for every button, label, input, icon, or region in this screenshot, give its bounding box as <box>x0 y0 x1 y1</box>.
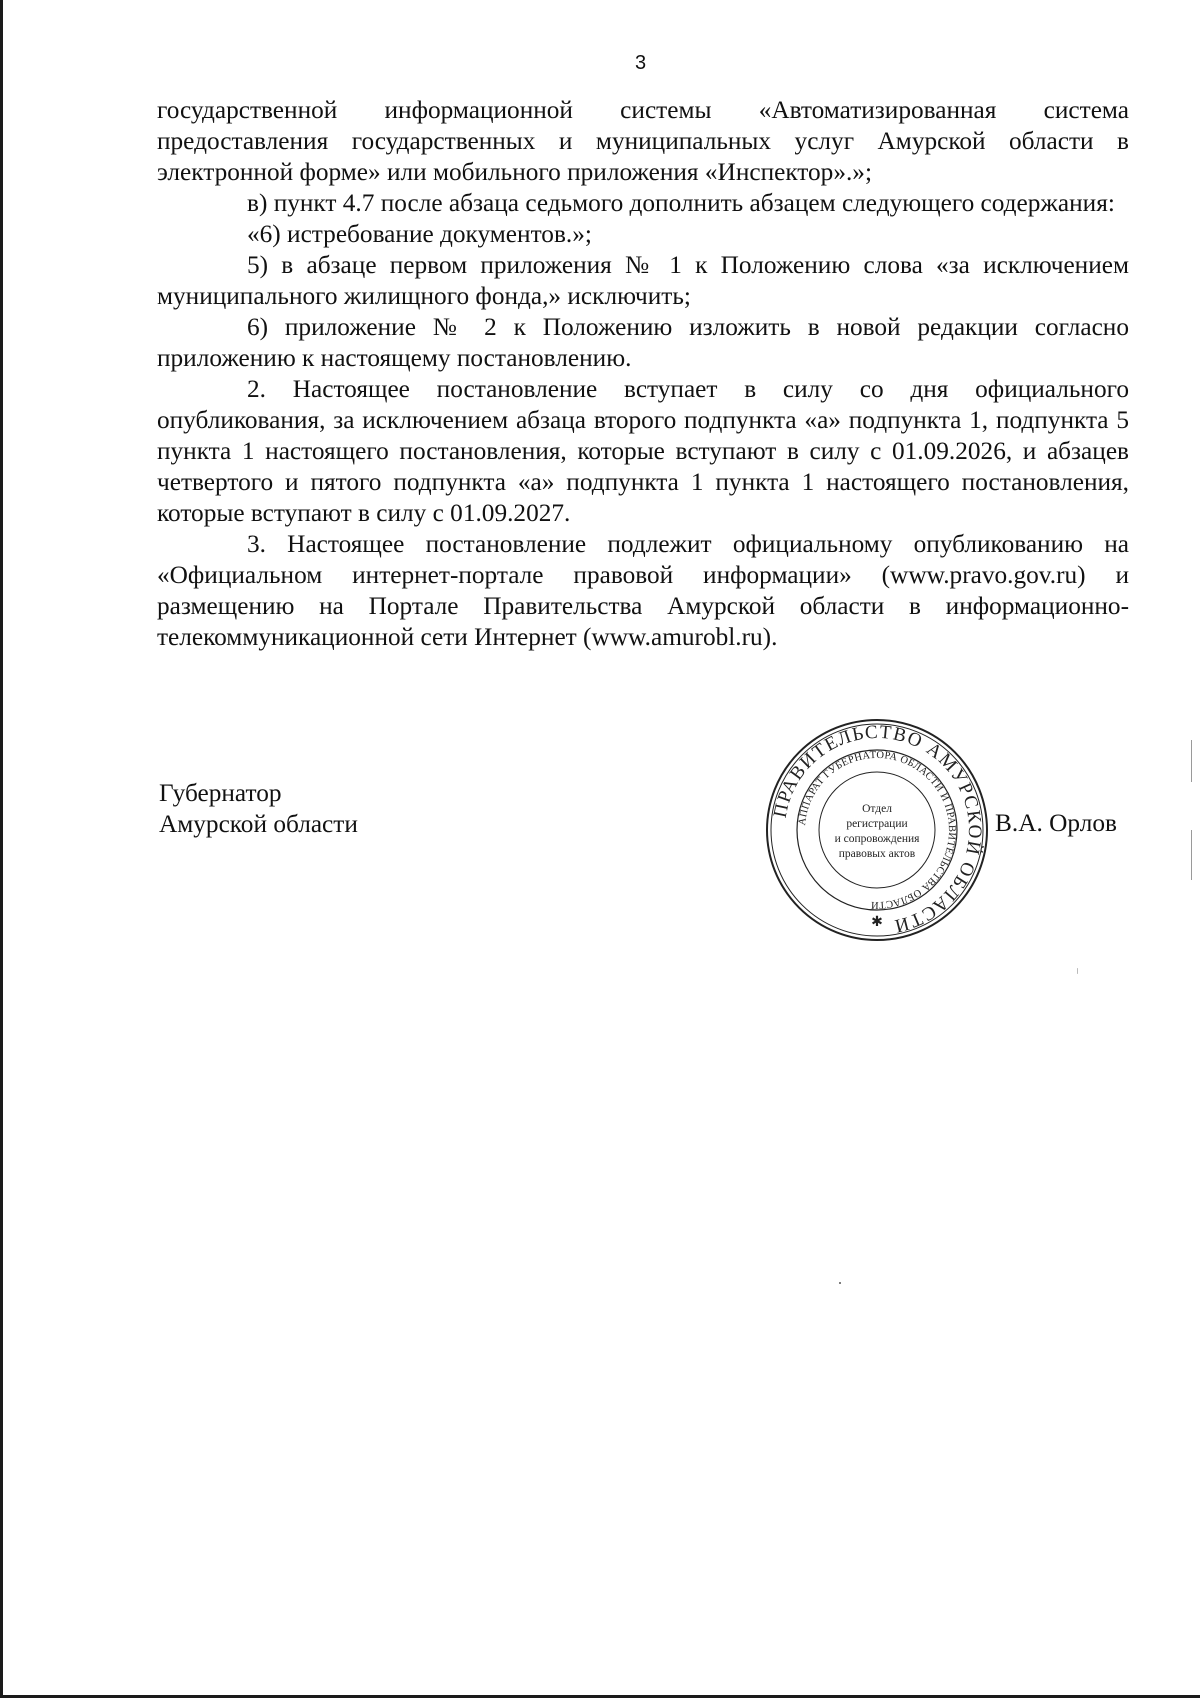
signatory-title-line-2: Амурской области <box>159 810 358 838</box>
paragraph-5: 6) приложение № 2 к Положению изложить в новой редакции согласно приложению к настоящему постановлению. <box>157 313 1129 372</box>
seal-outer-text: ПРАВИТЕЛЬСТВО АМУРСКОЙ ОБЛАСТИ <box>769 721 986 937</box>
official-seal <box>761 716 993 944</box>
signer-name: В.А. Орлов <box>995 809 1117 837</box>
seal-graphic <box>761 716 993 944</box>
scan-edge-mark <box>1191 830 1192 880</box>
seal-star-icon: ✱ <box>871 915 883 930</box>
paragraph-6: 2. Настоящее постановление вступает в силу со дня официального опубликования, за исключением абзаца второго подпункта «а» подпункта 1, подпункта 5 пункта 1 настоящего постановления, которые вступают в силу с 01.09.2026, и абзацев четвертого и пятого подпункта «а» подпункта 1 пункта 1 настоящего постановления, которые вступают в силу с 01.09.2027. <box>157 375 1129 527</box>
scan-speck <box>1077 968 1078 974</box>
paragraph-1: государственной информационной системы «Автоматизированная система предоставления государственных и муниципальных услуг Амурской области в электронной форме» или мобильного приложения «Инспектор».»; <box>157 96 1129 186</box>
seal-center-line-4: правовых актов <box>838 848 916 860</box>
paragraph-7: 3. Настоящее постановление подлежит официальному опубликованию на «Официальном интернет-портале правовой информации» (www.pravo.gov.ru) и размещению на Портале Правительства Амурской области в информационно-телекоммуникационной сети Интернет (www.amurobl.ru). <box>157 530 1129 651</box>
seal-center-text <box>835 803 921 860</box>
scan-speck <box>839 1282 841 1284</box>
paragraph-3: «6) истребование документов.»; <box>247 220 592 248</box>
page-number: 3 <box>634 52 647 74</box>
seal-middle-text: АППАРАТ ГУБЕРНАТОРА ОБЛАСТИ И ПРАВИТЕЛЬСТВА ОБЛАСТИ <box>797 749 958 911</box>
seal-center-line-3: и сопровождения <box>834 833 920 845</box>
seal-center-line-1: Отдел <box>862 803 892 815</box>
seal-center-line-2: регистрации <box>846 818 908 830</box>
paragraph-4: 5) в абзаце первом приложения № 1 к Положению слова «за исключением муниципального жилищного фонда,» исключить; <box>157 251 1129 310</box>
scan-edge-mark <box>1191 740 1192 782</box>
signatory-title <box>159 778 358 840</box>
signatory-title-line-1: Губернатор <box>159 779 282 807</box>
document-body <box>157 95 1129 653</box>
paragraph-2: в) пункт 4.7 после абзаца седьмого дополнить абзацем следующего содержания: <box>247 189 1115 217</box>
